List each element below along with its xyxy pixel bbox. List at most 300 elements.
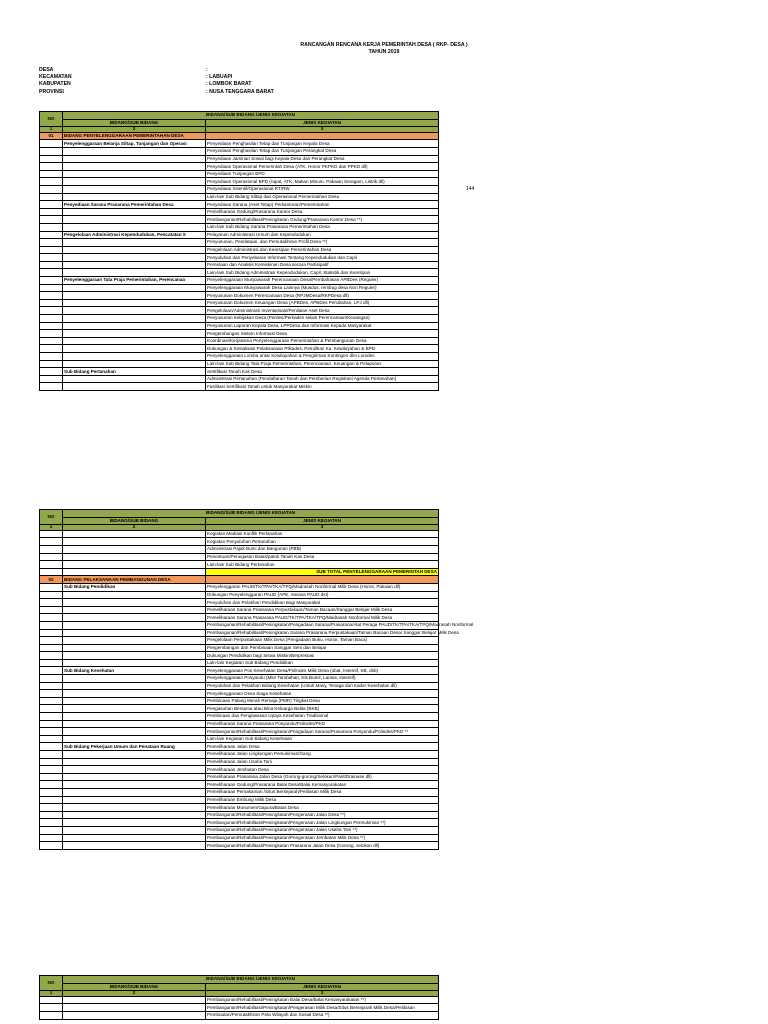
column-number: 1 <box>40 991 63 997</box>
cell-no <box>40 690 63 698</box>
cell-no <box>40 292 63 300</box>
cell-no <box>40 216 63 224</box>
table-header-row <box>40 112 439 120</box>
cell-bidang <box>63 261 206 269</box>
cell-no <box>40 1004 63 1012</box>
cell-bidang <box>63 735 206 743</box>
table-row <box>40 629 439 637</box>
cell-bidang <box>63 819 206 827</box>
cell-no <box>40 178 63 186</box>
info-value: : LOMBOK BARAT <box>206 81 252 88</box>
cell-no <box>40 185 63 193</box>
cell-no <box>40 697 63 705</box>
section-row <box>40 576 439 584</box>
table-row <box>40 682 439 690</box>
cell-bidang <box>63 254 206 262</box>
cell-no <box>40 239 63 247</box>
header-jenis: JENIS KEGIATAN <box>206 517 439 525</box>
cell-jenis: Penyelenggaraan Lomba antar Kewilayahan & Pengiriman Kontingen dlm Lomdes <box>206 353 439 361</box>
table-row <box>40 826 439 834</box>
info-value: : <box>206 67 208 73</box>
table-header-row <box>40 983 439 991</box>
table-row <box>40 697 439 705</box>
cell-no <box>40 1011 63 1019</box>
table-row <box>40 834 439 842</box>
cell-jenis: Pengelolaan Perpustakaan Milik Desa (Pengadaan Buku, Honor, Taman Baca) <box>206 637 439 645</box>
header-no: NO <box>40 112 63 127</box>
cell-bidang <box>63 834 206 842</box>
table-row <box>40 538 439 546</box>
cell-jenis: Pembuatan/Pemutakhiran Peta Wilayah dan Sosial Desa **) <box>206 1011 439 1019</box>
cell-jenis: Penyelenggaraan Musyawarah Desa Lainnya (Musdus, rembug desa Non Reguler) <box>206 284 439 292</box>
column-number: 3 <box>206 991 439 997</box>
table-row <box>40 292 439 300</box>
cell-no <box>40 599 63 607</box>
cell-bidang <box>63 705 206 713</box>
cell-no <box>40 568 63 576</box>
cell-no <box>40 705 63 713</box>
cell-no <box>40 277 63 285</box>
cell-no <box>40 170 63 178</box>
cell-bidang <box>63 1004 206 1012</box>
cell-jenis: Penyuluhan dan Pelatihan Pendidikan Bagi Masyarakat <box>206 599 439 607</box>
cell-bidang <box>63 781 206 789</box>
cell-jenis: Penyediaan Operasional Pemerintah Desa (ATK, Honor PKPKD dan PPKD dll) <box>206 163 439 171</box>
cell-bidang: Penyelenggaraan Tata Praja Pemerintahan, Perencanaa <box>63 277 206 285</box>
cell-jenis: Penyediaan Insentif/Operasional RT/RW <box>206 185 439 193</box>
cell-jenis: Pembangunan/Rehabilitasi/Peningkatan/Pengerasan Jalan Usaha Tani **) <box>206 826 439 834</box>
table-row <box>40 766 439 774</box>
cell-jenis: Pembangunan/Rehabilitasi/Peningkatan/Pengadaan Sarana/Prasarana/Alat Peraga PAUD/TK/TPA/TKA/TPQ/Madrasah Nonformal <box>207 622 474 628</box>
cell-jenis: Pemeliharaan Sarana Prasarana Posyandu/Polindes/PKD <box>206 720 439 728</box>
side-note: 144 <box>466 186 475 192</box>
cell-no <box>40 330 63 338</box>
cell-jenis: Lain-lain Sub Bidang Administrasi Kependudukan, Capil, Statistik dan Kearsipan <box>206 269 439 277</box>
cell-jenis: Penyusunan Kebijakan Desa (Perdes/Perkades selain Perencanaan/Keuangan) <box>206 315 439 323</box>
cell-jenis: Lain-lain Sub Bidang Pertanahan <box>206 561 439 569</box>
cell-no <box>40 140 63 148</box>
cell-jenis: Pemeliharaan Jalan Usaha Tani <box>206 758 439 766</box>
cell-no <box>40 583 63 591</box>
cell-no <box>40 360 63 368</box>
cell-jenis: Pemetaan dan Analisis Kemiskinan Desa secara Partisipatif <box>206 261 439 269</box>
cell-no <box>40 682 63 690</box>
cell-jenis: Penyediaan Jaminan Sosial bagi Kepala Desa dan Perangkat Desa <box>206 155 439 163</box>
cell-bidang: Penyelenggaraan Belanja Siltap, Tunjangan dan Operasi <box>63 140 206 148</box>
cell-bidang: Sub Bidang Pekerjaan Umum dan Penataan Ruang <box>63 743 206 751</box>
cell-bidang <box>63 621 206 629</box>
table-row <box>40 773 439 781</box>
table-row <box>40 185 439 193</box>
cell-no <box>40 614 63 622</box>
cell-no <box>40 147 63 155</box>
cell-jenis: Dukungan Pendidikan bagi Siswa Miskin/Berprestasi <box>206 652 439 660</box>
header-group: BIDANG/SUB BIDANG /JENIS KEGIATAN <box>63 510 439 518</box>
cell-bidang <box>63 375 206 383</box>
cell-jenis: Pemeliharaan Sarana Prasarana Perpustakaan/Taman Bacaan/Sanggar Belajar Milik Desa <box>206 606 439 614</box>
table-row <box>40 996 439 1004</box>
cell-no <box>40 720 63 728</box>
cell-jenis: Penyediaan Tunjangan BPD <box>206 170 439 178</box>
cell-bidang <box>63 185 206 193</box>
cell-jenis <box>206 132 439 140</box>
cell-no <box>40 284 63 292</box>
cell-jenis: Administrasi Pajak Bumi dan Bangunan (PBB) <box>206 545 439 553</box>
cell-bidang <box>63 697 206 705</box>
cell-bidang <box>63 315 206 323</box>
header-no: NO <box>40 976 63 991</box>
cell-bidang <box>63 163 206 171</box>
cell-bidang <box>63 284 206 292</box>
table-row <box>40 530 439 538</box>
table-row <box>40 735 439 743</box>
header-jenis: JENIS KEGIATAN <box>206 983 439 991</box>
cell-bidang <box>63 353 206 361</box>
table-row <box>40 261 439 269</box>
cell-bidang <box>63 239 206 247</box>
table-row <box>40 201 439 209</box>
table-row <box>40 614 439 622</box>
cell-bidang <box>63 637 206 645</box>
cell-no <box>40 819 63 827</box>
table-row <box>40 751 439 759</box>
cell-jenis: Koordinasi/Kerjasama Penyelenggaraan Pemerintahan & Pembangunan Desa <box>206 337 439 345</box>
table-row <box>40 345 439 353</box>
cell-jenis: Pembangunan/Rehabilitasi/Peningkatan/Pengerasan Milik Desa/Situs Bersejarah Milik Desa/Petilasan <box>206 1004 439 1012</box>
cell-bidang <box>63 1011 206 1019</box>
cell-no <box>40 591 63 599</box>
cell-bidang <box>63 330 206 338</box>
cell-no <box>40 322 63 330</box>
info-label: KECAMATAN <box>39 74 72 81</box>
table-row <box>40 804 439 812</box>
cell-jenis: Kegiatan Penyuluhan Pertanahan <box>206 538 439 546</box>
cell-bidang <box>63 591 206 599</box>
cell-no <box>40 246 63 254</box>
subtotal-row <box>40 568 439 576</box>
cell-no <box>40 538 63 546</box>
cell-jenis: Pengembangan Sistem Informasi Desa <box>206 330 439 338</box>
table-row <box>40 796 439 804</box>
cell-no <box>40 996 63 1004</box>
cell-no: 01 <box>40 132 63 140</box>
table-row <box>40 284 439 292</box>
cell-jenis: Pembinaan dan Pengawasan Upaya Kesehatan Tradisional <box>206 713 439 721</box>
cell-jenis: Pemeliharaan Monumen/Gapura/Batas Desa <box>206 804 439 812</box>
cell-no <box>40 383 63 391</box>
cell-bidang <box>63 675 206 683</box>
cell-jenis: Sertifikasi Tanah Kas Desa <box>206 368 439 376</box>
cell-jenis: Pemeliharaan Embung Milik Desa <box>206 796 439 804</box>
cell-no <box>40 345 63 353</box>
column-number: 3 <box>206 525 439 531</box>
cell-jenis: Lain-lain Sub Bidang Tata Praja Pemerintahan, Perencanaan, Keuangan & Pelaporan <box>206 360 439 368</box>
cell-jenis <box>206 576 439 584</box>
cell-bidang <box>63 804 206 812</box>
cell-jenis: Pengelolaan/Administrasi/ Inventarisasi/Penilaian Aset Desa <box>206 307 439 315</box>
table-row <box>40 170 439 178</box>
cell-jenis: Dukungan & Sosialisasi Pelaksanaan Pilkades, Pemilihan Ka. Kewilayahan & BPD <box>206 345 439 353</box>
table-row <box>40 231 439 239</box>
cell-jenis: Penyusunan Laporan Kepala Desa, LPPDesa dan Informasi Kepada Masyarakat <box>206 322 439 330</box>
cell-no <box>40 826 63 834</box>
cell-bidang <box>63 568 206 576</box>
cell-bidang <box>63 269 206 277</box>
cell-bidang: Penyediaan Sarana Prasarana Pemerintahan Desa <box>63 201 206 209</box>
cell-no <box>40 637 63 645</box>
cell-jenis: Penyuluhan dan Penyebaran Informasi Tentang Kependudukan dan Capil <box>206 254 439 262</box>
cell-jenis: Penyelenggaraan Desa Siaga Kesehatan <box>206 690 439 698</box>
cell-jenis: Pembangunan/Rehabilitasi/Peningkatan Sarana Prasarana Perpustakaan/Taman Bacaan Desa/ Sanggar Belajar Milik Desa <box>207 629 459 635</box>
cell-bidang <box>63 713 206 721</box>
column-number: 1 <box>40 127 63 133</box>
cell-no <box>40 788 63 796</box>
cell-jenis: Penyediaan Penghasilan Tetap dan Tunjangan Kepala Desa <box>206 140 439 148</box>
table-row <box>40 140 439 148</box>
cell-no <box>40 834 63 842</box>
table-row <box>40 299 439 307</box>
cell-no <box>40 728 63 736</box>
cell-bidang <box>63 644 206 652</box>
cell-bidang <box>63 788 206 796</box>
cell-no <box>40 667 63 675</box>
table-row <box>40 178 439 186</box>
cell-no <box>40 796 63 804</box>
cell-jenis: Pembangunan/Rehabilitasi/Peningkatan/Pengerasan Jalan Desa **) <box>206 811 439 819</box>
cell-jenis: Penyediaan Operasional BPD (rapat, ATK, Makan Minum, Pakaian Seragam, Listrik dll) <box>206 178 439 186</box>
table-row <box>40 353 439 361</box>
cell-jenis: Pembinaan Palang Merah Remaja (PMR) Tingkat Desa <box>206 697 439 705</box>
table-row <box>40 781 439 789</box>
table-row <box>40 652 439 660</box>
cell-no <box>40 223 63 231</box>
cell-bidang <box>63 216 206 224</box>
cell-jenis: Dukungan Penyelenggaran PAUD (APE, Sarana PAUD dst) <box>206 591 439 599</box>
cell-bidang <box>63 690 206 698</box>
table-row <box>40 216 439 224</box>
cell-bidang: Sub Bidang Pendidikan <box>63 583 206 591</box>
cell-jenis: Penyelenggaraan Musyawarah Perencanaan Desa/Pembahasan APBDes (Reguler) <box>206 277 439 285</box>
table-row <box>40 713 439 721</box>
column-number: 3 <box>206 127 439 133</box>
cell-no <box>40 713 63 721</box>
cell-bidang <box>63 629 206 637</box>
cell-bidang: Pengelolaan Administrasi Kependudukan, Pencatatan S <box>63 231 206 239</box>
cell-no <box>40 659 63 667</box>
table-row <box>40 667 439 675</box>
cell-bidang <box>63 826 206 834</box>
cell-jenis: Pemeliharaan Pemakaman /Situs Bersejarah/Petilasan Milik Desa <box>206 788 439 796</box>
cell-no <box>40 758 63 766</box>
cell-bidang <box>63 170 206 178</box>
cell-bidang <box>63 530 206 538</box>
cell-jenis: Penyelenggaraan Pos Kesehatan Desa/Polindes Milik Desa (obat, Insentif, KB, dsb) <box>206 667 439 675</box>
cell-jenis: Penentuan/Penegasan Batas/patok Tanah Kas Desa <box>206 553 439 561</box>
table-row <box>40 223 439 231</box>
cell-no <box>40 261 63 269</box>
table-row <box>40 675 439 683</box>
cell-bidang: Sub Bidang Pertanahan <box>63 368 206 376</box>
table-row <box>40 246 439 254</box>
cell-jenis: Pemeliharaan Jalan Lingkungan Pemukiman/Gang <box>206 751 439 759</box>
cell-bidang <box>63 545 206 553</box>
cell-bidang <box>63 322 206 330</box>
column-number: 1 <box>40 525 63 531</box>
table-row <box>40 561 439 569</box>
document-year: TAHUN 2019 <box>368 49 400 55</box>
cell-bidang <box>63 751 206 759</box>
table-row <box>40 337 439 345</box>
table-row <box>40 1011 439 1019</box>
cell-jenis: Lain-lain Kegiatan Sub Bidang Pendidikan <box>206 659 439 667</box>
cell-jenis: Kegiatan Mediasi Konflik Pertanahan <box>206 530 439 538</box>
cell-no <box>40 553 63 561</box>
table-row <box>40 743 439 751</box>
cell-bidang <box>63 178 206 186</box>
cell-bidang <box>63 208 206 216</box>
table-row <box>40 269 439 277</box>
table-row <box>40 163 439 171</box>
cell-no <box>40 804 63 812</box>
header-no: NO <box>40 510 63 525</box>
cell-bidang <box>63 599 206 607</box>
table-row <box>40 583 439 591</box>
table-row <box>40 307 439 315</box>
cell-bidang <box>63 147 206 155</box>
cell-bidang <box>63 614 206 622</box>
cell-jenis: Lain-lain Sub Bidang Siltap dan Operasional Pemerintahan Desa <box>206 193 439 201</box>
cell-no <box>40 766 63 774</box>
cell-jenis: Pembangunan/Rehabilitasi/Peningkatan Balai Desa/Balai Kemasyarakatan **) <box>206 996 439 1004</box>
cell-no <box>40 751 63 759</box>
table-row <box>40 193 439 201</box>
header-bidang: BIDANG/SUB BIDANG <box>63 119 206 127</box>
cell-no <box>40 561 63 569</box>
cell-bidang <box>63 796 206 804</box>
table-row <box>40 1004 439 1012</box>
cell-no <box>40 231 63 239</box>
cell-bidang <box>63 682 206 690</box>
cell-bidang: Sub Bidang Kesehatan <box>63 667 206 675</box>
column-number: 2 <box>63 525 206 531</box>
cell-jenis: Administrasi Pertanahan (Pendaftaran Tanah dan Pemberian Registrasi Agenda Pertanahan) <box>206 375 439 383</box>
header-group: BIDANG/SUB BIDANG /JENIS KEGIATAN <box>63 112 439 120</box>
activity-table-2 <box>39 509 474 850</box>
table-row <box>40 788 439 796</box>
table-row <box>40 621 439 629</box>
table-row <box>40 360 439 368</box>
cell-bidang <box>63 773 206 781</box>
header-bidang: BIDANG/SUB BIDANG <box>63 983 206 991</box>
cell-bidang <box>63 307 206 315</box>
cell-bidang <box>63 155 206 163</box>
cell-bidang <box>63 652 206 660</box>
cell-jenis: Penyusunan Dokumen Perencanaan Desa (RPJMDesa/RKPDesa dll) <box>206 292 439 300</box>
table-row <box>40 208 439 216</box>
cell-no <box>40 269 63 277</box>
cell-no <box>40 208 63 216</box>
cell-no <box>40 193 63 201</box>
cell-no <box>40 675 63 683</box>
cell-jenis: Pengembangan dan Pembinaan Sanggar Seni dan Belajar <box>206 644 439 652</box>
section-row <box>40 132 439 140</box>
cell-bidang <box>63 360 206 368</box>
cell-no <box>40 842 63 850</box>
cell-bidang <box>63 553 206 561</box>
table-row <box>40 728 439 736</box>
cell-jenis: SUB TOTAL PENYELENGGARAAN PEMERINTAH DESA <box>206 568 439 576</box>
cell-no <box>40 781 63 789</box>
info-value: : NUSA TENGGARA BARAT <box>206 88 274 95</box>
header-bidang: BIDANG/SUB BIDANG <box>63 517 206 525</box>
header-group: BIDANG/SUB BIDANG /JENIS KEGIATAN <box>63 976 439 984</box>
table-row <box>40 842 439 850</box>
table-header-row <box>40 510 439 518</box>
cell-jenis: Pengelolaan Administrasi dan Kearsipan Pemerintahan Desa <box>206 246 439 254</box>
activity-table-3 <box>39 975 439 1020</box>
cell-no: 02 <box>40 576 63 584</box>
cell-no <box>40 644 63 652</box>
cell-no <box>40 743 63 751</box>
cell-jenis: Pemeliharaan Gedung/Prasarana Kantor Desa <box>206 208 439 216</box>
table-row <box>40 659 439 667</box>
cell-no <box>40 621 63 629</box>
cell-bidang <box>63 766 206 774</box>
cell-jenis: Pengasuhan Bersama atau Bina Keluarga Balita (BKB) <box>206 705 439 713</box>
cell-no <box>40 735 63 743</box>
cell-bidang <box>63 292 206 300</box>
table-row <box>40 720 439 728</box>
cell-no <box>40 606 63 614</box>
cell-jenis: Pemeliharaan Jalan Desa <box>206 743 439 751</box>
cell-no <box>40 773 63 781</box>
table-row <box>40 315 439 323</box>
activity-table-1 <box>39 111 439 391</box>
table-row <box>40 819 439 827</box>
cell-jenis: Pembangunan/Rehabilitasi/Peningkatan/Pengadaan Sarana/Prasarana Posyandu/Polindes/PKD ** <box>206 728 439 736</box>
cell-jenis: Pemeliharaan Sarana Prasarana PAUD/TK/TPA/TKA/TPQ/Madrasah Nonformal Milik Desa <box>206 614 439 622</box>
column-number: 2 <box>63 991 206 997</box>
cell-jenis: Pemeliharaan Jembatan Desa <box>206 766 439 774</box>
cell-jenis: Penyusunan, Pendataan, dan Pemutakhiran Profil Desa **) <box>206 239 439 247</box>
table-header-row <box>40 976 439 984</box>
table-row <box>40 375 439 383</box>
table-row <box>40 705 439 713</box>
cell-bidang <box>63 246 206 254</box>
cell-jenis: Penyediaan Sarana (Aset Tetap) Perkantoran/Pemerintahan <box>206 201 439 209</box>
table-header-row <box>40 119 439 127</box>
header-jenis: JENIS KEGIATAN <box>206 119 439 127</box>
cell-bidang <box>63 728 206 736</box>
cell-bidang <box>63 720 206 728</box>
cell-bidang: BIDANG PENYELENGGARAAN PEMERINTAHAN DESA <box>63 132 206 140</box>
cell-bidang <box>63 383 206 391</box>
cell-bidang <box>63 811 206 819</box>
cell-jenis: Lain-lain Sub Bidang Sarana Prasarana Pemerintahan Desa <box>206 223 439 231</box>
table-row <box>40 553 439 561</box>
cell-jenis: Penyelenggaraan Posyandu (Mkn Tambahan, Kls Bumil, Lansia, Insentif) <box>206 675 439 683</box>
table-body <box>40 996 439 1019</box>
table-row <box>40 606 439 614</box>
cell-bidang <box>63 299 206 307</box>
table-row <box>40 758 439 766</box>
cell-bidang <box>63 538 206 546</box>
cell-bidang <box>63 996 206 1004</box>
cell-jenis: Penyuluhan dan Pelatihan Bidang Kesehatan (Untuk Masy, Tenaga dan Kader Kesehatan dll) <box>206 682 439 690</box>
cell-no <box>40 299 63 307</box>
table-row <box>40 147 439 155</box>
table-row <box>40 811 439 819</box>
